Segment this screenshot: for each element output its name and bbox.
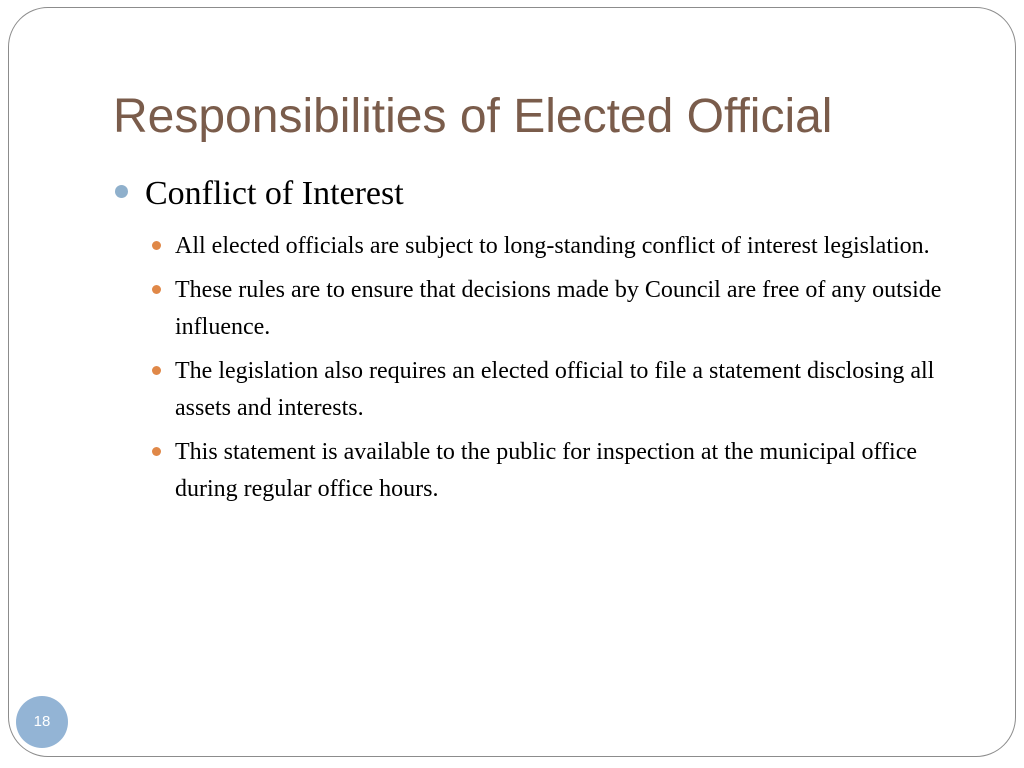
bullet-dot-icon	[152, 366, 161, 375]
sub-bullet-item	[112, 272, 962, 346]
bullet-dot-icon	[152, 447, 161, 456]
slide-title: Responsibilities of Elected Official	[113, 90, 833, 143]
heading-bullet-text: Conflict of Interest	[145, 175, 404, 212]
sub-bullet-text: All elected officials are subject to long-standing conflict of interest legislation.	[175, 233, 930, 259]
sub-bullet-list	[112, 228, 962, 508]
bullet-dot-icon	[152, 285, 161, 294]
slide-body	[112, 168, 962, 515]
bullet-level-1	[112, 168, 962, 220]
sub-bullet-item	[112, 353, 962, 427]
sub-bullet-text: These rules are to ensure that decisions made by Council are free of any outside influence.	[175, 277, 942, 340]
sub-bullet-text: The legislation also requires an elected official to file a statement disclosing all assets and interests.	[175, 358, 935, 421]
bullet-dot-icon	[115, 185, 128, 198]
bullet-dot-icon	[152, 241, 161, 250]
sub-bullet-item	[112, 434, 962, 508]
sub-bullet-text: This statement is available to the public for inspection at the municipal office during regular office hours.	[175, 439, 918, 502]
sub-bullet-item	[112, 228, 962, 265]
page-number-badge: 18	[16, 696, 68, 748]
